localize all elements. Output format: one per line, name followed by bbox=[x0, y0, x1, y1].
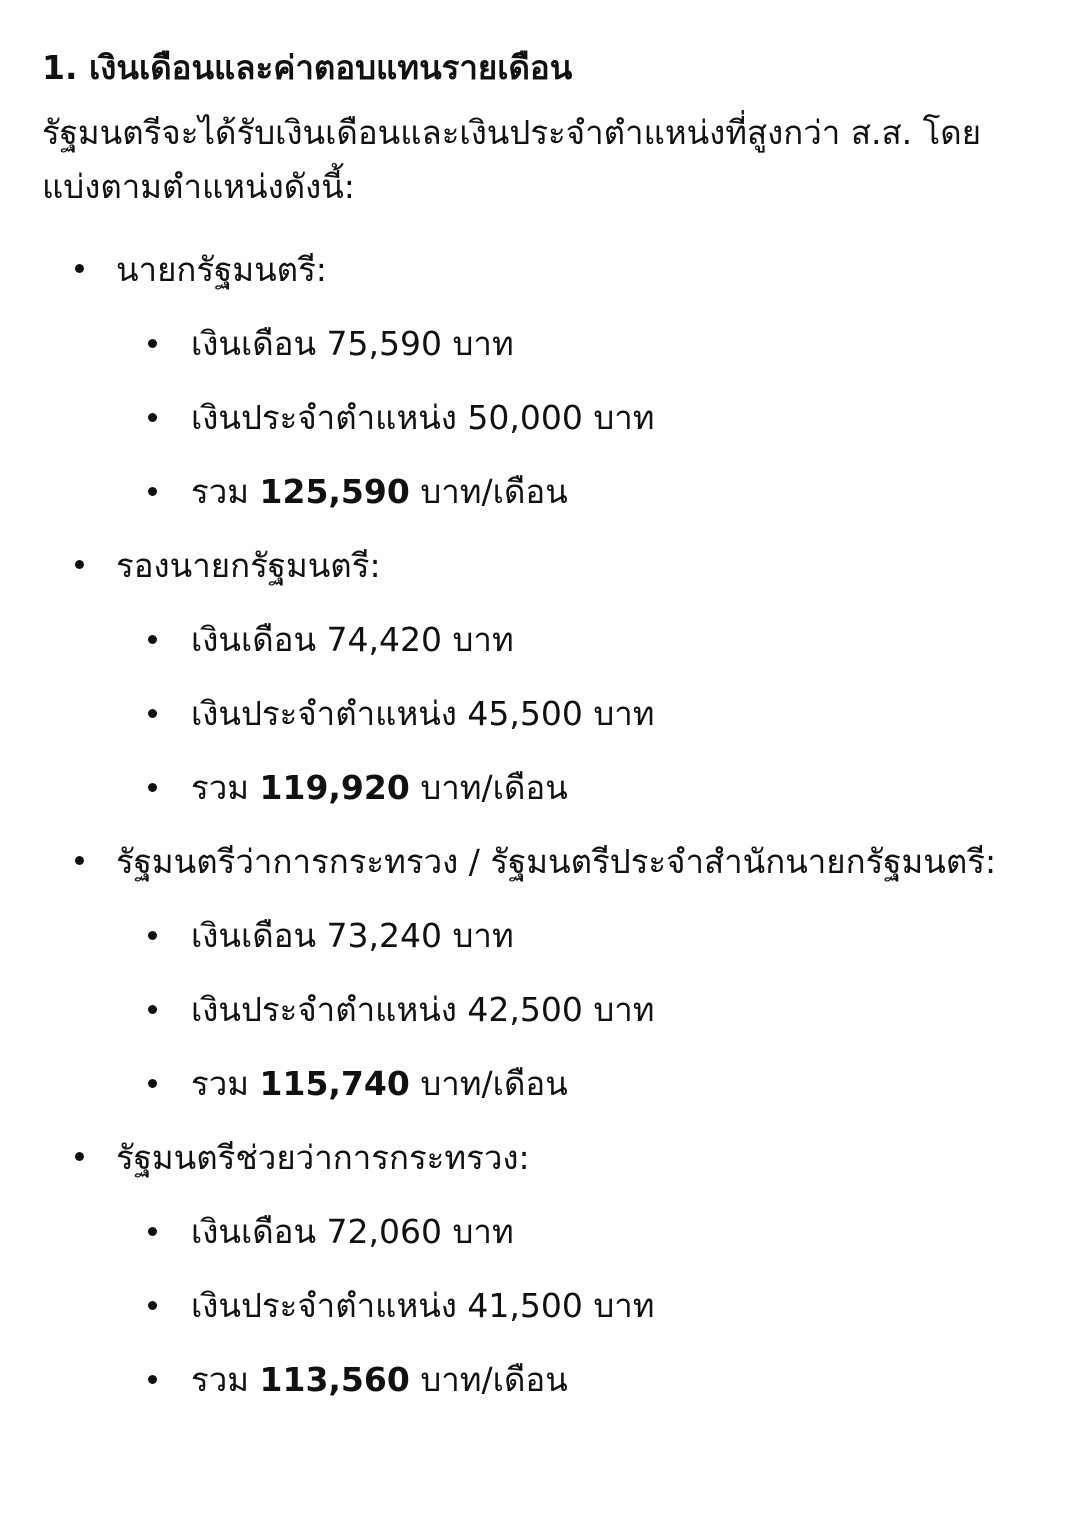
salary-text: เงินเดือน 74,420 บาท bbox=[191, 619, 514, 659]
allowance-item bbox=[116, 380, 1039, 454]
total-prefix: รวม bbox=[191, 767, 250, 807]
position-title: รัฐมนตรีว่าการกระทรวง / รัฐมนตรีประจำสำนักนายกรัฐมนตรี: bbox=[116, 842, 997, 881]
pay-list bbox=[116, 602, 1039, 824]
bullet-icon bbox=[148, 339, 157, 348]
total-suffix: บาท/เดือน bbox=[420, 471, 568, 511]
allowance-text: เงินประจำตำแหน่ง 50,000 บาท bbox=[191, 397, 655, 437]
allowance-text: เงินประจำตำแหน่ง 41,500 บาท bbox=[191, 1285, 655, 1325]
allowance-item bbox=[116, 972, 1039, 1046]
total-suffix: บาท/เดือน bbox=[420, 1359, 568, 1399]
position-title: นายกรัฐมนตรี: bbox=[116, 250, 327, 289]
bullet-icon bbox=[75, 264, 84, 273]
position-item bbox=[42, 824, 1039, 1120]
total-item bbox=[116, 454, 1039, 528]
bullet-icon bbox=[148, 783, 157, 792]
salary-text: เงินเดือน 73,240 บาท bbox=[191, 915, 514, 955]
total-item bbox=[116, 750, 1039, 824]
total-item bbox=[116, 1342, 1039, 1416]
bullet-icon bbox=[148, 1227, 157, 1236]
bullet-icon bbox=[148, 635, 157, 644]
total-value: 125,590 bbox=[259, 471, 410, 511]
position-item bbox=[42, 1120, 1039, 1416]
total-suffix: บาท/เดือน bbox=[420, 767, 568, 807]
position-title: รองนายกรัฐมนตรี: bbox=[116, 546, 381, 585]
salary-item bbox=[116, 1194, 1039, 1268]
bullet-icon bbox=[148, 1005, 157, 1014]
bullet-icon bbox=[148, 1375, 157, 1384]
bullet-icon bbox=[148, 413, 157, 422]
bullet-icon bbox=[75, 560, 84, 569]
allowance-text: เงินประจำตำแหน่ง 42,500 บาท bbox=[191, 989, 655, 1029]
intro-paragraph: รัฐมนตรีจะได้รับเงินเดือนและเงินประจำตำแหน่งที่สูงกว่า ส.ส. โดยแบ่งตามตำแหน่งดังนี้: bbox=[42, 113, 982, 206]
pay-list bbox=[116, 306, 1039, 528]
total-value: 113,560 bbox=[259, 1359, 410, 1399]
position-item bbox=[42, 232, 1039, 528]
salary-text: เงินเดือน 72,060 บาท bbox=[191, 1211, 514, 1251]
total-prefix: รวม bbox=[191, 471, 250, 511]
pay-list bbox=[116, 898, 1039, 1120]
allowance-text: เงินประจำตำแหน่ง 45,500 บาท bbox=[191, 693, 655, 733]
total-value: 119,920 bbox=[259, 767, 410, 807]
position-title: รัฐมนตรีช่วยว่าการกระทรวง: bbox=[116, 1138, 530, 1177]
bullet-icon bbox=[148, 1301, 157, 1310]
pay-list bbox=[116, 1194, 1039, 1416]
total-value: 115,740 bbox=[259, 1063, 410, 1103]
allowance-item bbox=[116, 676, 1039, 750]
section-heading: 1. เงินเดือนและค่าตอบแทนรายเดือน bbox=[42, 48, 573, 87]
total-prefix: รวม bbox=[191, 1359, 250, 1399]
total-suffix: บาท/เดือน bbox=[420, 1063, 568, 1103]
salary-text: เงินเดือน 75,590 บาท bbox=[191, 323, 514, 363]
bullet-icon bbox=[148, 931, 157, 940]
allowance-item bbox=[116, 1268, 1039, 1342]
bullet-icon bbox=[148, 487, 157, 496]
bullet-icon bbox=[75, 1152, 84, 1161]
salary-item bbox=[116, 306, 1039, 380]
bullet-icon bbox=[148, 709, 157, 718]
bullet-icon bbox=[148, 1079, 157, 1088]
salary-item bbox=[116, 602, 1039, 676]
total-prefix: รวม bbox=[191, 1063, 250, 1103]
position-item bbox=[42, 528, 1039, 824]
salary-item bbox=[116, 898, 1039, 972]
position-list bbox=[42, 232, 1039, 1416]
total-item bbox=[116, 1046, 1039, 1120]
bullet-icon bbox=[75, 856, 84, 865]
